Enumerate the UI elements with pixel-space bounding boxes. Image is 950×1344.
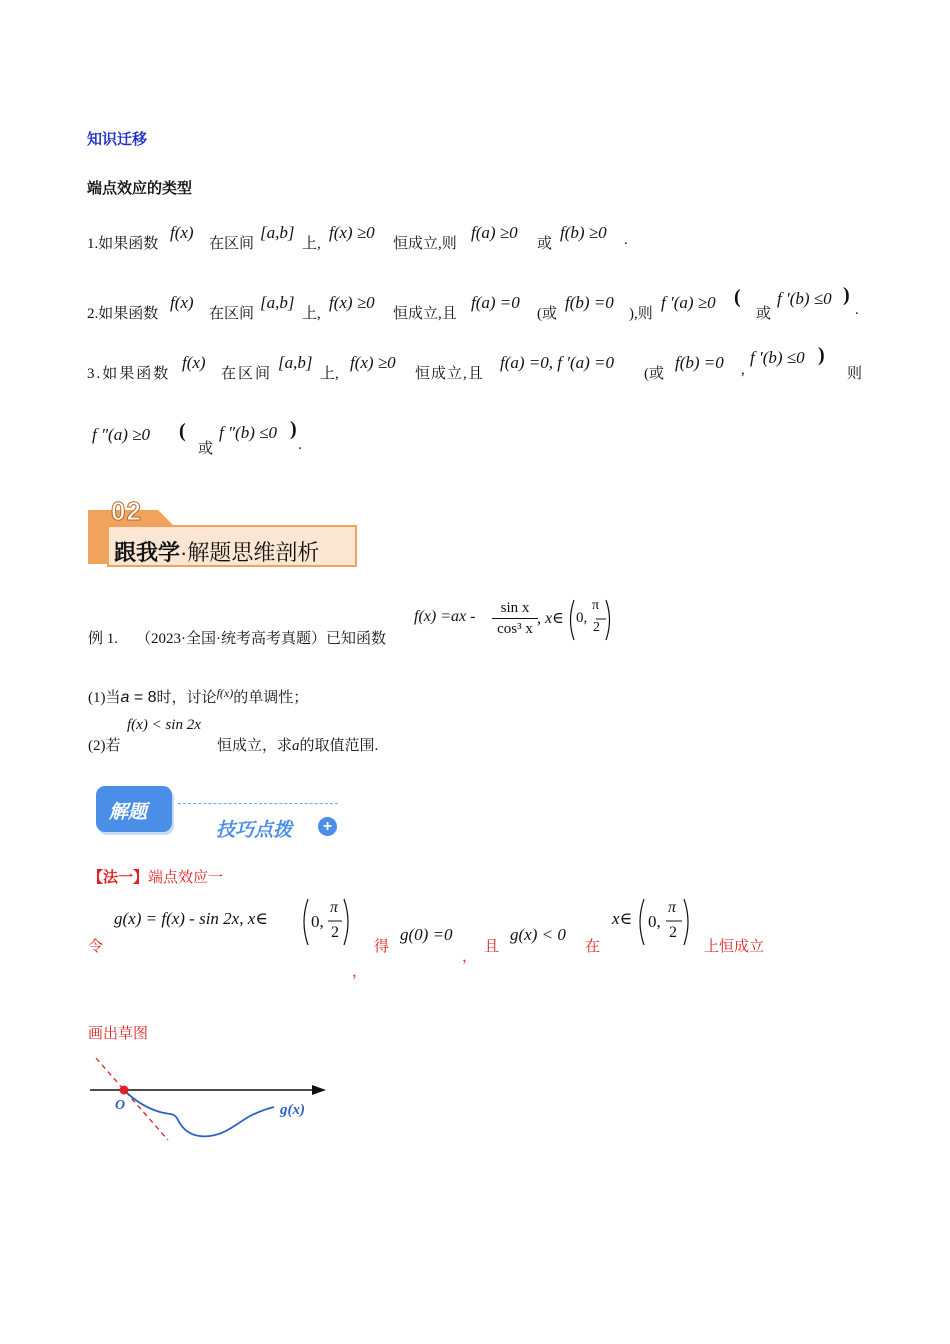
method-g-definition: g(x) = f(x) - sin 2x, x∈: [114, 909, 268, 928]
method-g-two: 2: [331, 924, 339, 941]
item3-paren-close-2: ): [290, 418, 297, 440]
q1-suffix: 的单调性；: [233, 690, 309, 706]
heading-endpoint-types: 端点效应的类型: [87, 181, 193, 197]
item3-fx: f(x): [182, 353, 206, 372]
fraction-numerator: sin x: [492, 598, 538, 619]
method-title-bracket: 【法一】: [88, 870, 149, 886]
item3-text-12: .: [298, 437, 302, 453]
method-x-zero: 0,: [648, 912, 661, 931]
question-1: [88, 686, 308, 707]
method-comma-1: ，: [352, 964, 368, 980]
item1-text-1: 1.如果函数: [87, 236, 159, 252]
banner-number: 02: [111, 496, 142, 526]
item3-text-3: 上,: [320, 366, 339, 382]
tangent-line: [96, 1058, 168, 1140]
item2-paren-close: ): [843, 284, 850, 306]
example-domain-x: , x∈: [537, 610, 564, 627]
origin-point: [120, 1086, 129, 1095]
plus-icon: +: [318, 817, 337, 836]
item2-cond-1: f(x) ≥0: [329, 293, 375, 312]
method-qie: 且: [484, 939, 500, 955]
item3-text-4: 恒成立,且: [415, 366, 484, 382]
q2-end: 的取值范围.: [299, 738, 379, 754]
method-ling: 令: [88, 939, 104, 955]
item3-cond-5: f ″(a) ≥0: [92, 425, 150, 444]
item2-text-3: 上,: [302, 306, 321, 322]
item3-cond-2: f(a) =0, f ′(a) =0: [500, 353, 615, 372]
item1-text-6: .: [624, 232, 628, 248]
q1-fx: f(x): [216, 686, 234, 700]
method-x-in: x∈: [612, 909, 633, 928]
item1-text-3: 上,: [302, 236, 321, 252]
fraction-denominator: cos³ x: [497, 621, 533, 637]
item1-text-5: 或: [537, 236, 553, 252]
example-label: 例 1.: [88, 631, 119, 647]
q1-prefix: (1)当: [88, 690, 121, 706]
origin-label: O: [115, 1098, 126, 1113]
item2-fx: f(x): [170, 293, 194, 312]
banner-title: [114, 536, 319, 567]
method-x-pi: π: [668, 899, 677, 916]
item2-interval: [a,b]: [260, 293, 295, 312]
example-fraction: [492, 598, 538, 639]
q2-a: a: [292, 738, 300, 754]
item2-cond-3: f(b) =0: [565, 293, 614, 312]
item2-text-6: ),则: [629, 306, 653, 322]
method-title: [88, 866, 223, 887]
item3-text-2: 在区间: [221, 366, 273, 382]
item2-paren-open: (: [734, 286, 741, 308]
item1-cond-1: f(x) ≥0: [329, 223, 375, 242]
method-g-pi: π: [330, 899, 339, 916]
q2-prefix: (2)若: [88, 738, 121, 754]
method-title-text: 端点效应一: [148, 870, 224, 886]
item1-interval: [a,b]: [260, 223, 295, 242]
item3-text-1: 3.如果函数: [87, 366, 171, 382]
example-formula-lhs: f(x) =ax -: [414, 608, 476, 625]
example-domain-two: 2: [593, 620, 600, 635]
item1-cond-3: f(b) ≥0: [560, 223, 607, 242]
item1-fx: f(x): [170, 223, 194, 242]
item2-cond-4: f ′(a) ≥0: [661, 293, 716, 312]
item1-cond-2: f(a) ≥0: [471, 223, 518, 242]
example-source: （2023·全国·统考高考真题）已知函数: [136, 631, 386, 647]
q2-inequality: f(x) < sin 2x: [127, 717, 201, 733]
method-zai: 在: [585, 939, 601, 955]
q1-a: a: [120, 689, 130, 706]
item3-cond-3: f(b) =0: [675, 353, 724, 372]
item3-paren-open: (: [179, 420, 186, 442]
item3-interval: [a,b]: [278, 353, 313, 372]
banner-title-strong: 跟我学: [114, 540, 181, 565]
example-domain-pi: π: [592, 598, 600, 613]
x-axis-arrow-icon: [312, 1085, 326, 1095]
method-x-two: 2: [669, 924, 677, 941]
q2-rest: [217, 734, 378, 755]
q2-suffix: 恒成立，求: [217, 738, 293, 754]
item2-cond-5: f ′(b) ≤0: [777, 289, 832, 308]
item2-text-10: .: [855, 302, 859, 318]
item3-text-10: 或: [198, 441, 214, 457]
tip-badge-sub: 技巧点拨: [216, 820, 293, 841]
item3-text-8: 则: [847, 366, 863, 382]
heading-knowledge-transfer: 知识迁移: [87, 132, 148, 148]
item1-text-4: 恒成立,则: [393, 236, 457, 252]
example-domain-brackets: [566, 598, 614, 642]
q1-mid: 时，讨论: [156, 690, 217, 706]
banner-title-rest: 解题思维剖析: [187, 540, 320, 565]
method-g-zero: 0,: [311, 912, 324, 931]
item2-cond-2: f(a) =0: [471, 293, 520, 312]
method-g0: g(0) =0: [400, 925, 453, 944]
item1-text-2: 在区间: [209, 236, 255, 252]
item3-paren-close-1: ): [818, 344, 825, 366]
item2-text-8: 或: [756, 306, 772, 322]
method-comma-2: ，: [462, 949, 478, 965]
item3-cond-1: f(x) ≥0: [350, 353, 396, 372]
method-g-negative: g(x) < 0: [510, 925, 566, 944]
banner-title-dot: ·: [180, 540, 188, 565]
item3-text-6: ,: [741, 362, 745, 378]
item2-text-5: (或: [537, 306, 557, 322]
item3-cond-4: f ′(b) ≤0: [750, 348, 805, 367]
item3-text-5: (或: [644, 366, 664, 382]
tip-divider: [178, 803, 338, 804]
tip-badge-main: 解题: [109, 802, 148, 823]
method-hold: 上恒成立: [704, 939, 765, 955]
method-de: 得: [374, 939, 390, 955]
sketch-graph: [86, 1052, 336, 1147]
item3-cond-6: f ″(b) ≤0: [219, 423, 277, 442]
example-domain-zero: 0,: [576, 610, 588, 626]
q1-eq: = 8: [129, 689, 157, 706]
item2-text-1: 2.如果函数: [87, 306, 159, 322]
method-g-brackets: [300, 897, 352, 947]
item2-text-4: 恒成立,且: [393, 306, 457, 322]
curve-g: [124, 1090, 274, 1136]
item2-text-2: 在区间: [209, 306, 255, 322]
method-sketch-label: 画出草图: [88, 1026, 149, 1042]
method-x-brackets: [636, 897, 692, 947]
curve-label: g(x): [280, 1102, 305, 1118]
